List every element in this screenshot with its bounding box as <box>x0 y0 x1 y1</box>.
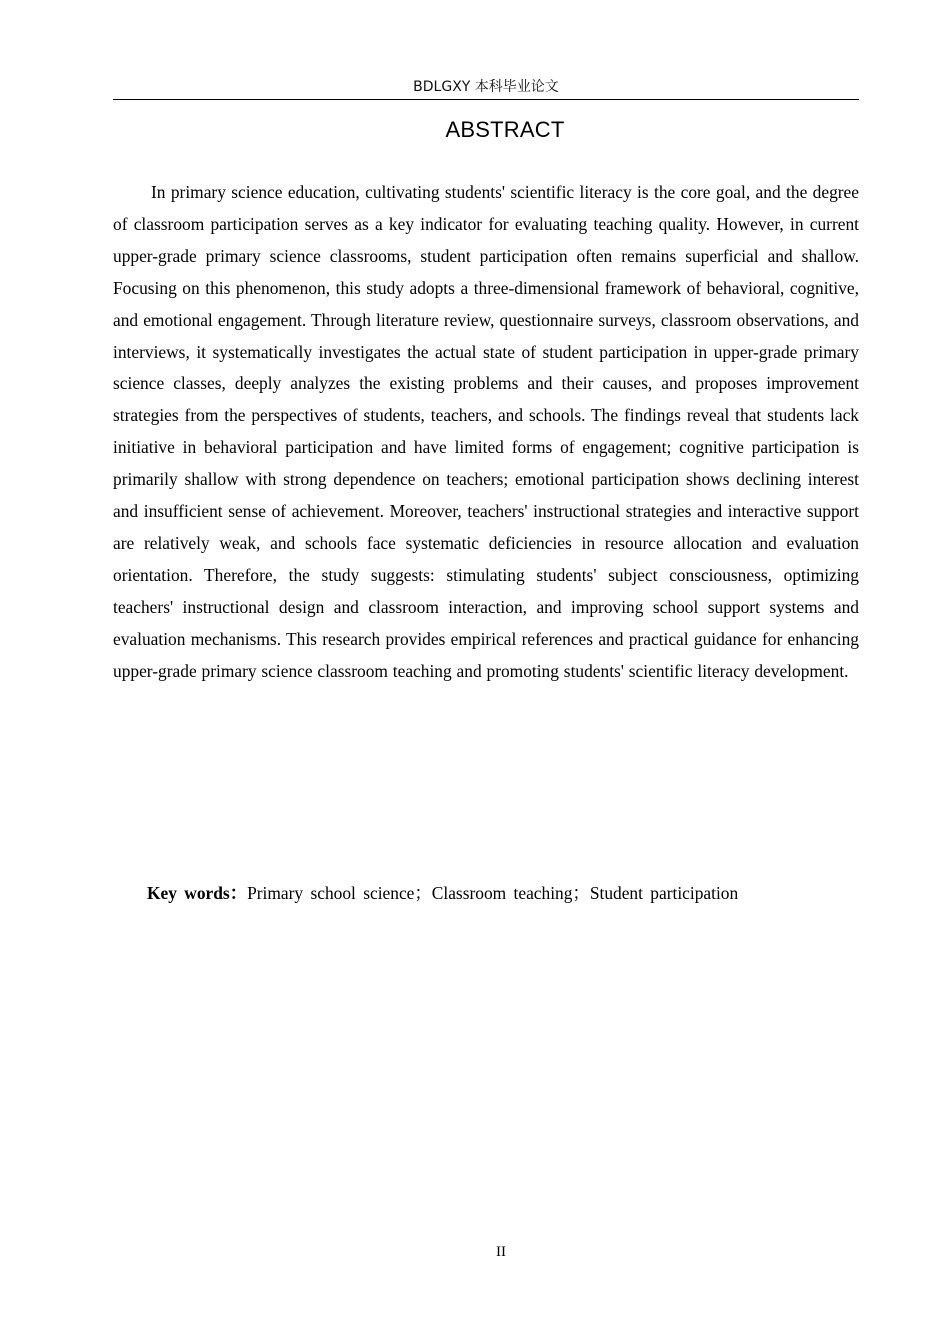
abstract-paragraph: In primary science education, cultivating students' scientific literacy is the core goal, and the degree of classroom participation serves as a key indicator for evaluating teaching quality. However, in current upper-grade primary science classrooms, student participation often remains superficial and shallow. Focusing on this phenomenon, this study adopts a three-dimensional framework of behavioral, cognitive, and emotional engagement. Through literature review, questionnaire surveys, classroom observations, and interviews, it systematically investigates the actual state of student participation in upper-grade primary science classes, deeply analyzes the existing problems and their causes, and proposes improvement strategies from the perspectives of students, teachers, and schools. The findings reveal that students lack initiative in behavioral participation and have limited forms of engagement; cognitive participation is primarily shallow with strong dependence on teachers; emotional participation shows declining interest and insufficient sense of achievement. Moreover, teachers' instructional strategies and interactive support are relatively weak, and schools face systematic deficiencies in resource allocation and evaluation orientation. Therefore, the study suggests: stimulating students' subject consciousness, optimizing teachers' instructional design and classroom interaction, and improving school support systems and evaluation mechanisms. This research provides empirical references and practical guidance for enhancing upper-grade primary science classroom teaching and promoting students' scientific literacy development. <box>113 182 859 681</box>
header-divider <box>113 99 859 100</box>
keywords-items: Primary school science；Classroom teaching；Student participation <box>247 883 739 903</box>
keywords-label: Key words： <box>147 883 248 903</box>
abstract-title: ABSTRACT <box>445 117 565 142</box>
running-header: BDLGXY 本科毕业论文 <box>413 79 559 95</box>
keywords-line <box>147 879 859 907</box>
page-number: II <box>496 1244 506 1260</box>
